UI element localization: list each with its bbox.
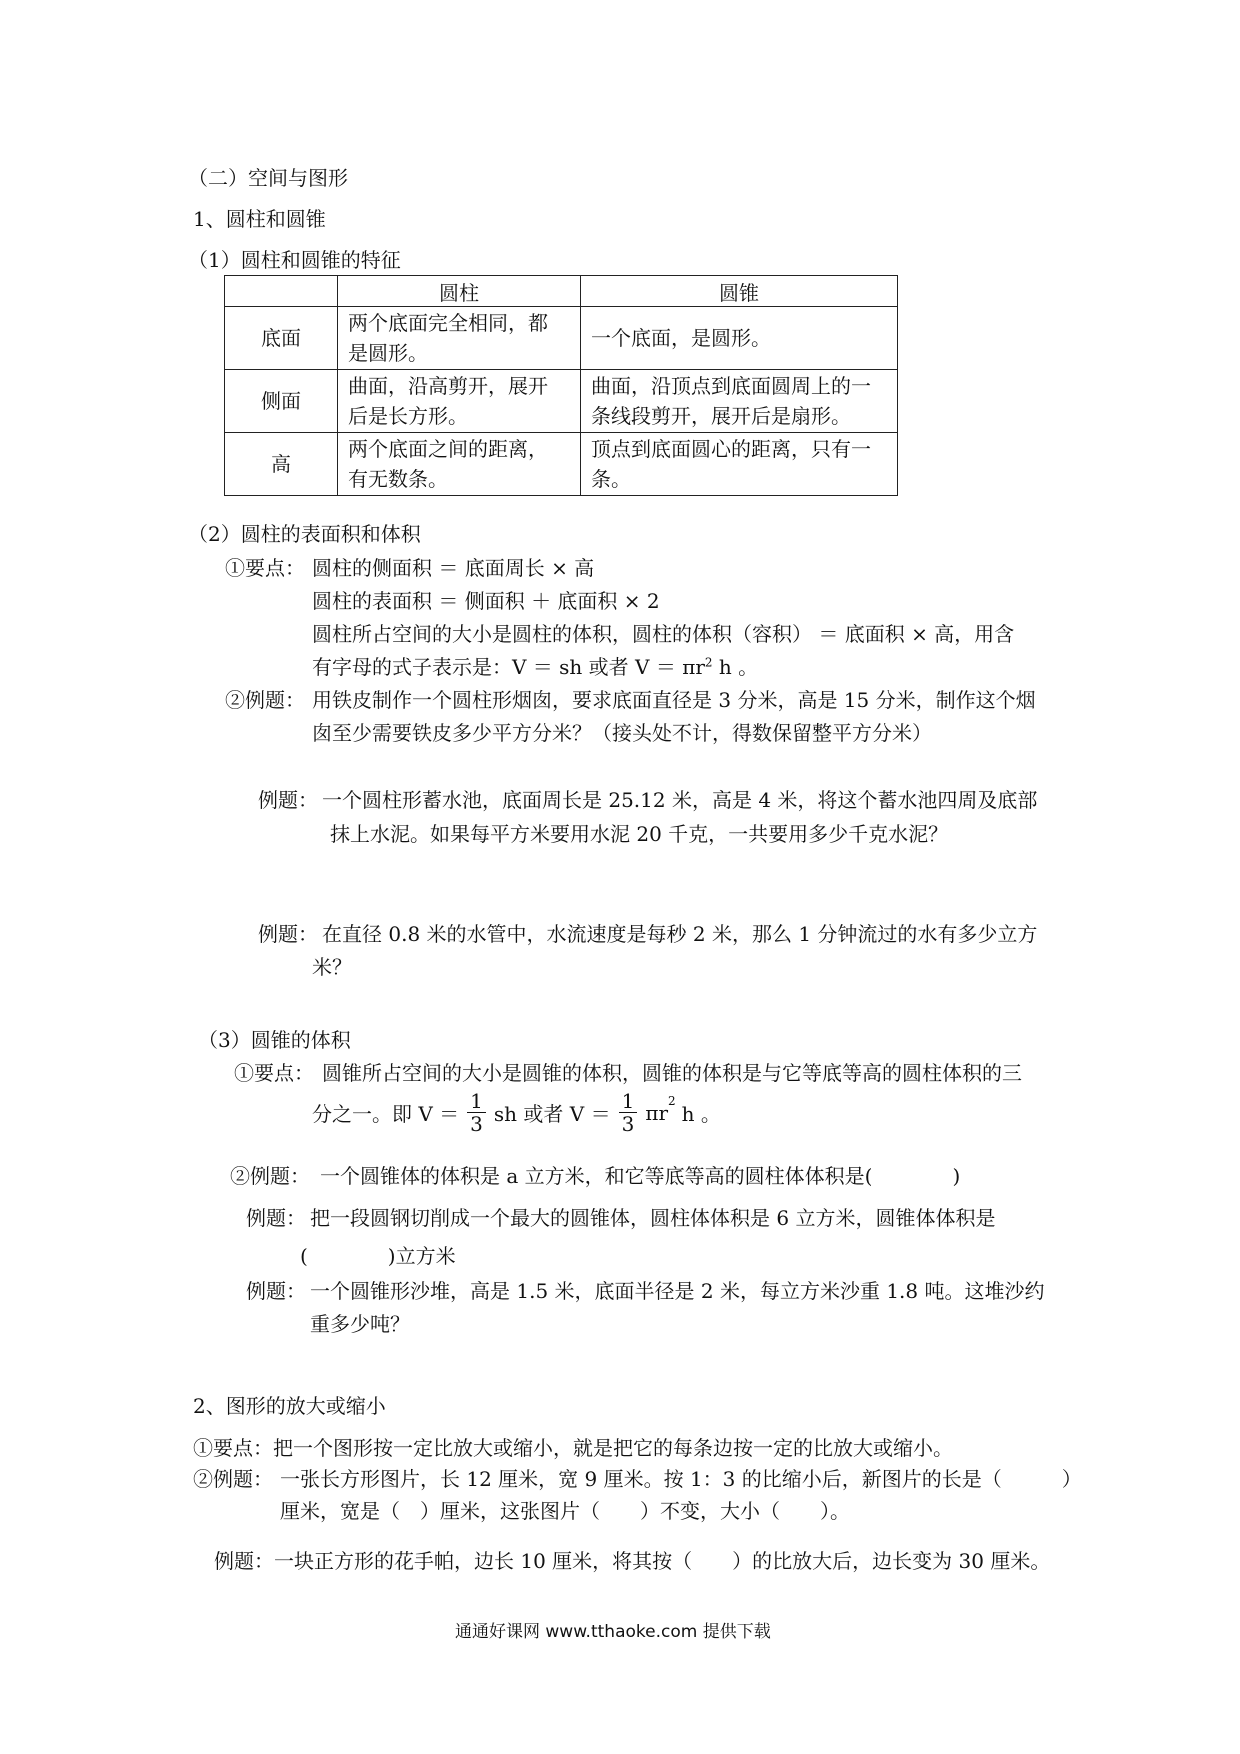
example-label: 例题： (258, 788, 318, 812)
example-pipe-line1: 在直径 0.8 米的水管中，水流速度是每秒 2 米，那么 1 分钟流过的水有多少立方 (322, 922, 1038, 946)
subsection-cone-volume: （3）圆锥的体积 (198, 1028, 351, 1052)
table-header-row (225, 276, 898, 307)
cylinder-volume-text: 圆柱所占空间的大小是圆柱的体积，圆柱的体积（容积） ＝ 底面积 × 高，用含 (312, 622, 1015, 646)
fraction-one-third: $\frac{1}{3}$ (619, 1090, 638, 1135)
row-label: 高 (225, 433, 338, 496)
table-header-cylinder: 圆柱 (338, 276, 581, 307)
cylinder-cell: 曲面，沿高剪开，展开 后是长方形。 (338, 370, 581, 433)
subsection-features: （1）圆柱和圆锥的特征 (188, 248, 401, 272)
features-table (224, 275, 898, 496)
cylinder-surface-formula: 圆柱的表面积 ＝ 侧面积 ＋ 底面积 × 2 (312, 589, 660, 613)
subsection-cylinder-area-volume: （2）圆柱的表面积和体积 (188, 522, 421, 546)
example-pool-line2: 抹上水泥。如果每平方米要用水泥 20 千克，一共要用多少千克水泥？ (330, 822, 949, 846)
fraction-one-third: $\frac{1}{3}$ (467, 1090, 486, 1135)
table-header-corner (225, 276, 338, 307)
example-cone-volume: 一个圆锥体的体积是 a 立方米，和它等底等高的圆柱体体积是( ) (320, 1164, 961, 1188)
points-label: ①要点： (225, 556, 305, 580)
points-label: ①要点： (234, 1061, 314, 1085)
table-header-cone: 圆锥 (581, 276, 898, 307)
example-label: 例题： (246, 1206, 306, 1230)
example-chimney-line1: 用铁皮制作一个圆柱形烟囱，要求底面直径是 3 分米，高是 15 分米，制作这个烟 (312, 688, 1036, 712)
cone-cell: 顶点到底面圆心的距离，只有一 条。 (581, 433, 898, 496)
table-row (225, 433, 898, 496)
topic2-point: ①要点：把一个图形按一定比放大或缩小，就是把它的每条边按一定的比放大或缩小。 (193, 1436, 953, 1460)
example-chimney-line2: 囱至少需要铁皮多少平方分米？（接头处不计，得数保留整平方分米） (312, 721, 932, 745)
example-label: ②例题： (193, 1467, 273, 1491)
example-label: ②例题： (225, 688, 305, 712)
cylinder-cell: 两个底面完全相同，都 是圆形。 (338, 307, 581, 370)
example-sand-line2: 重多少吨？ (310, 1312, 410, 1336)
example-pipe-line2: 米？ (312, 955, 352, 979)
example-sand-line1: 一个圆锥形沙堆，高是 1.5 米，底面半径是 2 米，每立方米沙重 1.8 吨。这堆沙约 (310, 1279, 1045, 1303)
cylinder-cell: 两个底面之间的距离， 有无数条。 (338, 433, 581, 496)
example-handkerchief: 例题：一块正方形的花手帕，边长 10 厘米，将其按（ ）的比放大后，边长变为 30 厘米。 (214, 1549, 1051, 1573)
example-label: 例题： (246, 1279, 306, 1303)
example-label: 例题： (258, 922, 318, 946)
row-label: 侧面 (225, 370, 338, 433)
row-label: 底面 (225, 307, 338, 370)
cone-volume-text: 圆锥所占空间的大小是圆锥的体积，圆锥的体积是与它等底等高的圆柱体积的三 (322, 1061, 1022, 1085)
table-row (225, 307, 898, 370)
topic2-title: 2、图形的放大或缩小 (193, 1394, 386, 1418)
cone-cell: 曲面，沿顶点到底面圆周上的一 条线段剪开，展开后是扇形。 (581, 370, 898, 433)
example-steel-line2: ( )立方米 (300, 1244, 456, 1268)
example-photo-line1: 一张长方形图片，长 12 厘米，宽 9 厘米。按 1：3 的比缩小后，新图片的长是（ ） (280, 1467, 1082, 1491)
example-photo-line2: 厘米，宽是（ ）厘米，这张图片（ ）不变，大小（ ）。 (280, 1499, 850, 1523)
cone-volume-formula: 分之一。即 V ＝ $\frac{1}{3}$ sh 或者 V ＝ $\frac{1}{3}$ πr $^2$ h 。 (312, 1089, 721, 1136)
cylinder-lateral-formula: 圆柱的侧面积 ＝ 底面周长 × 高 (312, 556, 595, 580)
table-row (225, 370, 898, 433)
example-pool-line1: 一个圆柱形蓄水池，底面周长是 25.12 米，高是 4 米，将这个蓄水池四周及底部 (322, 788, 1038, 812)
cone-cell: 一个底面，是圆形。 (581, 307, 898, 370)
example-steel-line1: 把一段圆钢切削成一个最大的圆锥体，圆柱体体积是 6 立方米，圆锥体体积是 (310, 1206, 996, 1230)
example-label: ②例题： (230, 1164, 310, 1188)
section-title: （二）空间与图形 (188, 166, 348, 190)
footer: 通通好课网 www.tthaoke.com 提供下载 (455, 1622, 771, 1642)
topic1-title: 1、圆柱和圆锥 (193, 207, 326, 231)
cylinder-volume-formula: 有字母的式子表示是：V ＝ sh 或者 $V = \pi r^2$ h 。 (312, 655, 759, 679)
